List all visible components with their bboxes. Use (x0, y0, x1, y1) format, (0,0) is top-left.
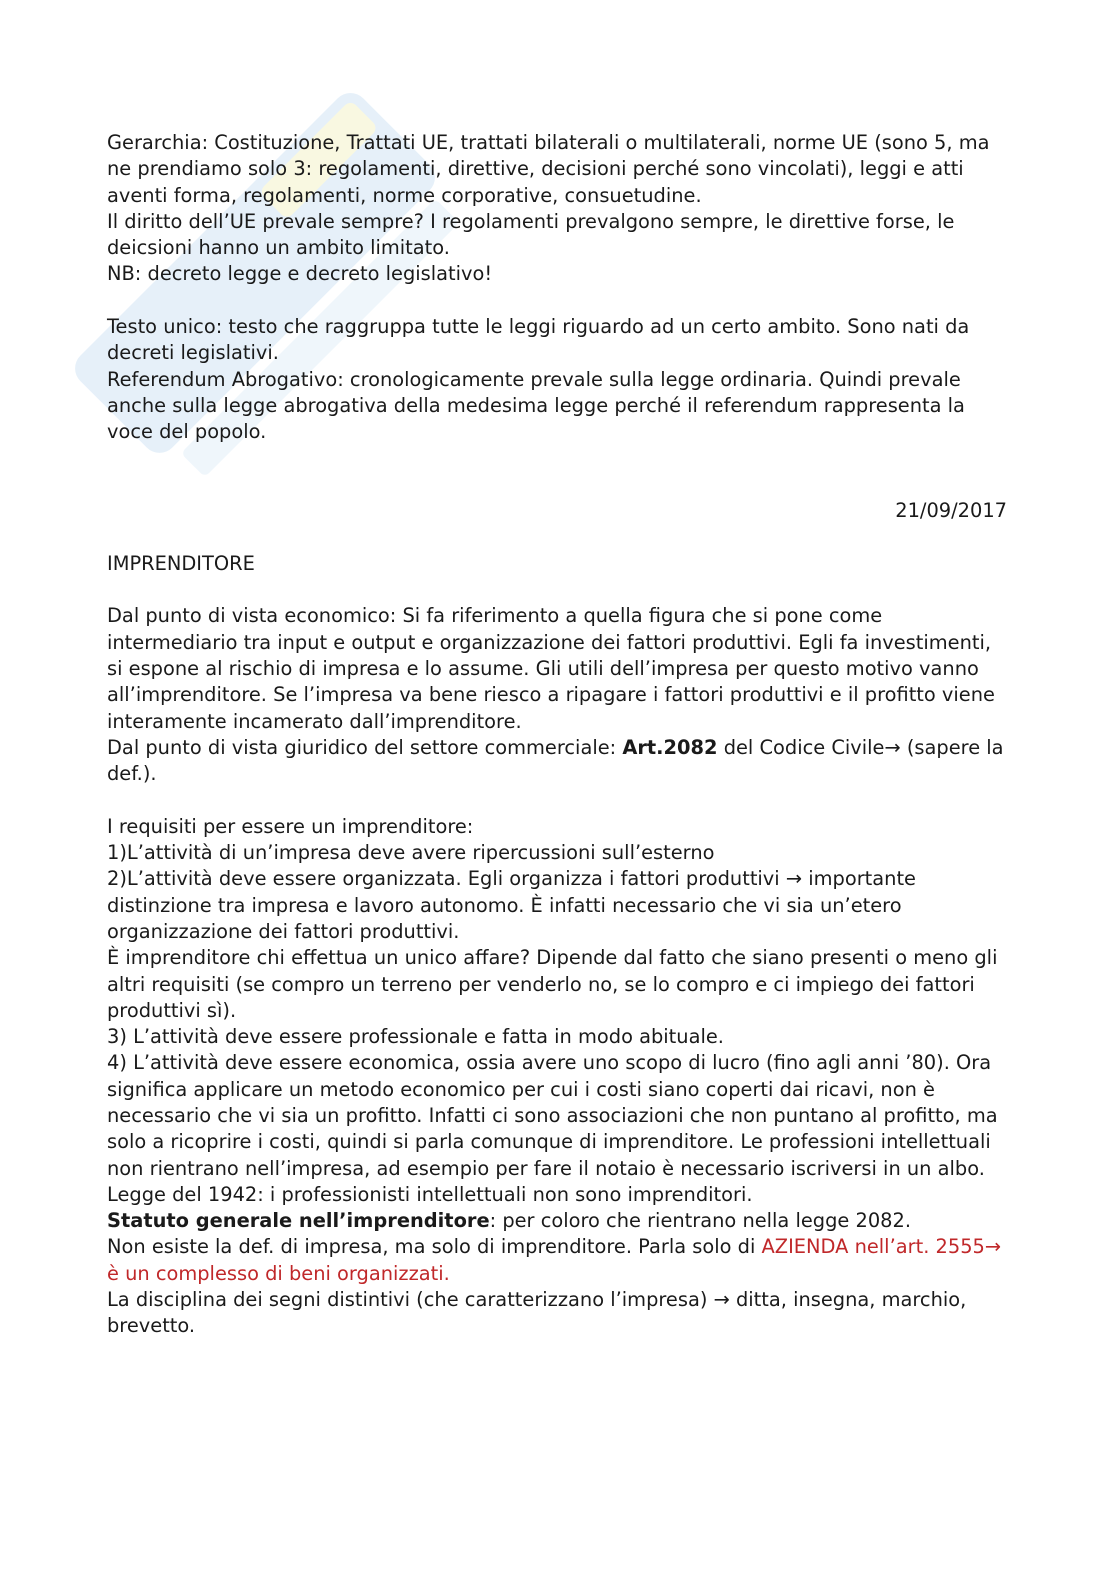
requisito-4: 4) L’attività deve essere economica, ossia avere uno scopo di lucro (fino agli anni ’80). Ora significa applicare un metodo economico per cui i costi siano coperti dai ricavi, non è necessario che vi sia un profitto. Infatti ci sono associazioni che non puntano al profitto, ma solo a ricoprire i costi, quindi si parla comunque di imprenditore. Le professioni intellettuali non rientrano nell’impresa, ad esempio per fare il notaio è necessario iscriversi in un albo. (107, 1051, 998, 1180)
paragraph-legge-1942: Legge del 1942: i professionisti intellettuali non sono imprenditori. (107, 1182, 753, 1206)
azienda-text: Non esiste la def. di impresa, ma solo di imprenditore. Parla solo di (107, 1235, 762, 1259)
giuridico-text-after: del Codice Civile→ (sapere la def.). (107, 735, 1004, 786)
paragraph-economico: Dal punto di vista economico: Si fa riferimento a quella figura che si pone come intermediario tra input e output e organizzazione dei fattori produttivi. Egli fa investimenti, si espone al rischio di impresa e lo assume. Gli utili dell’impresa per questo motivo vanno all’imprenditore. Se l’impresa va bene riesco a ripagare i fattori produttivi e il profitto viene interamente incamerato dall’imprenditore. (107, 604, 995, 733)
paragraph-segni: La disciplina dei segni distintivi (che caratterizzano l’impresa) → ditta, insegna, marchio, brevetto. (107, 1288, 967, 1338)
azienda-highlight: AZIENDA nell’art. 2555→ è un complesso di beni organizzati. (107, 1235, 1002, 1285)
paragraph-referendum: Referendum Abrogativo: cronologicamente prevale sulla legge ordinaria. Quindi prevale anche sulla legge abrogativa della medesima legge perché il referendum rappresenta la voce del popolo. (107, 367, 965, 444)
paragraph-unico-affare: È imprenditore chi effettua un unico affare? Dipende dal fatto che siano presenti o meno gli altri requisiti (se compro un terreno per venderlo no, se lo compro e ci impiego dei fattori produttivi sì). (107, 946, 998, 1022)
document-page (107, 130, 1007, 1340)
date-label: 21/09/2017 (895, 499, 1007, 523)
requisiti-title: I requisiti per essere un imprenditore: (107, 814, 474, 838)
paragraph-nb: NB: decreto legge e decreto legislativo! (107, 262, 493, 286)
giuridico-text-before: Dal punto di vista giuridico del settore commerciale: (107, 735, 623, 759)
requisito-3: 3) L’attività deve essere professionale e fatta in modo abituale. (107, 1025, 724, 1049)
paragraph-diritto-ue: Il diritto dell’UE prevale sempre? I regolamenti prevalgono sempre, le direttive forse, le deicsioni hanno un ambito limitato. (107, 209, 955, 260)
paragraph-statuto (107, 1208, 1007, 1234)
paragraph-gerarchia: Gerarchia: Costituzione, Trattati UE, trattati bilaterali o multilaterali, norme UE (sono 5, ma ne prendiamo solo 3: regolamenti, direttive, decisioni perché sono vincolati), leggi e atti aventi forma, regolamenti, norme corporative, consuetudine. (107, 131, 990, 207)
requisito-2: 2)L’attività deve essere organizzata. Egli organizza i fattori produttivi → importante distinzione tra impresa e lavoro autonomo. È infatti necessario che vi sia un’etero organizzazione dei fattori produttivi. (107, 867, 916, 943)
paragraph-azienda (107, 1234, 1007, 1287)
paragraph-testo-unico: Testo unico: testo che raggruppa tutte le leggi riguardo ad un certo ambito. Sono nati da decreti legislativi. (107, 315, 970, 365)
section-heading: IMPRENDITORE (107, 551, 255, 575)
requisito-1: 1)L’attività di un’impresa deve avere ripercussioni sull’esterno (107, 841, 715, 865)
statuto-text: : per coloro che rientrano nella legge 2082. (489, 1209, 912, 1233)
article-2082-reference: Art.2082 (622, 735, 718, 759)
statuto-bold: Statuto generale nell’imprenditore (107, 1209, 490, 1233)
paragraph-giuridico (107, 735, 1007, 788)
